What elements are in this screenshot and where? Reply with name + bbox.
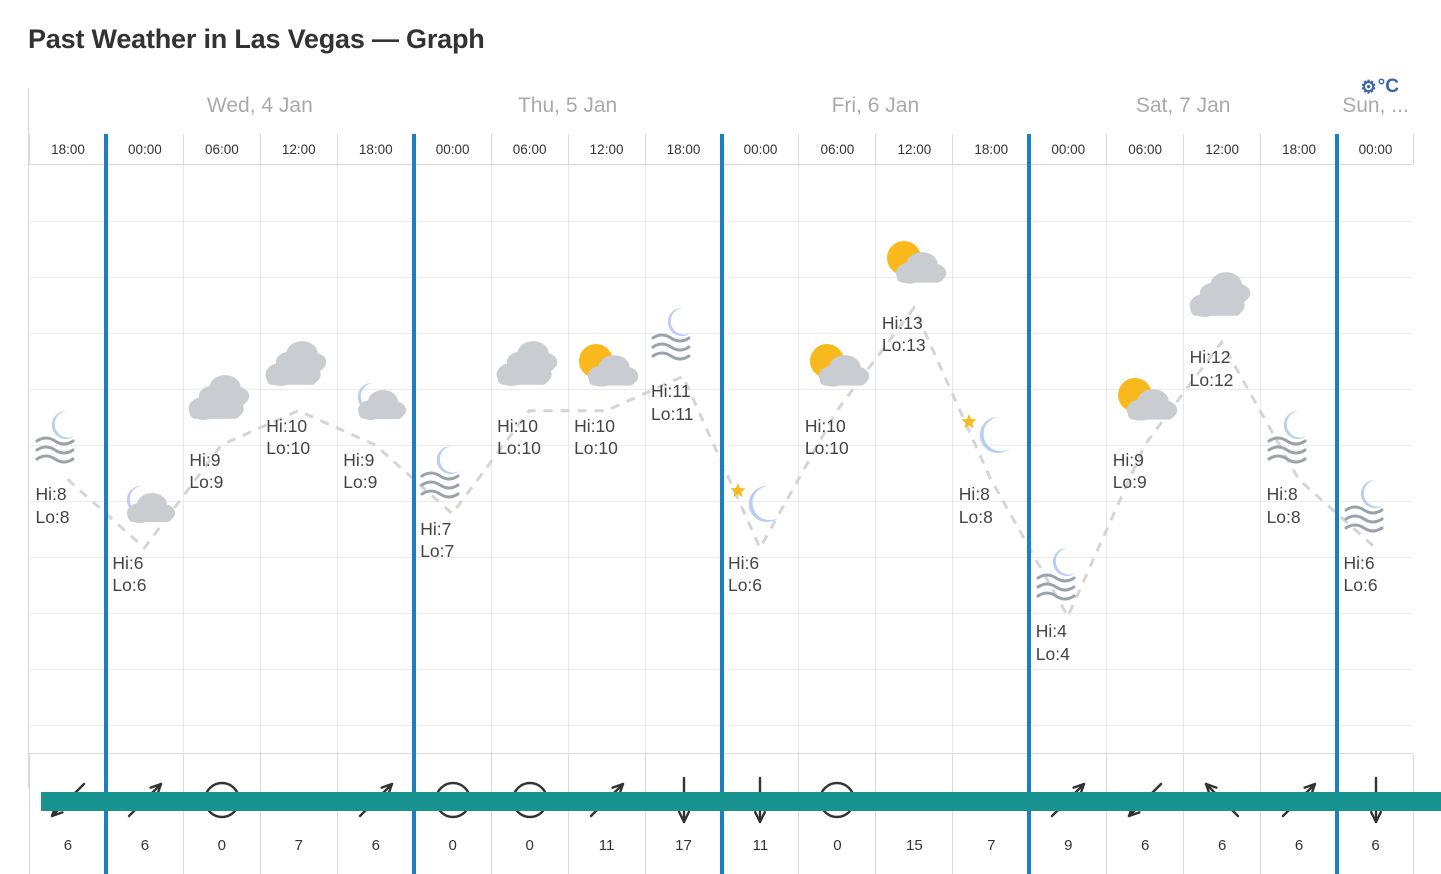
wind-speed: 6 <box>1371 837 1380 854</box>
wind-speed: 0 <box>525 837 534 854</box>
temperature-label <box>1113 449 1147 494</box>
wind-cell <box>1183 754 1260 874</box>
temperature-label <box>1344 552 1378 597</box>
weather-icon-night-cloud <box>337 371 413 438</box>
temperature-line <box>29 165 1413 754</box>
wind-speed: 6 <box>1217 837 1227 854</box>
wind-speed: 0 <box>217 837 227 854</box>
temp-low: Lo:10 <box>804 438 849 459</box>
temperature-label <box>35 483 69 528</box>
wind-cell <box>798 754 875 874</box>
temp-high: Hi:9 <box>1112 450 1144 470</box>
weather-icon-partly-sunny <box>876 234 952 301</box>
weather-icon-night-cloud-fog <box>1261 405 1337 472</box>
temp-low: Lo:9 <box>1112 472 1147 493</box>
hour-cell: 18:00 <box>645 134 722 164</box>
wind-cell <box>183 754 260 874</box>
weather-graph <box>28 88 1413 854</box>
wind-row <box>29 754 1413 874</box>
wind-speed: 11 <box>752 837 769 854</box>
hour-cell: 06:00 <box>798 134 875 164</box>
temp-low: Lo:10 <box>497 438 541 459</box>
temp-low: Lo:10 <box>574 438 618 459</box>
wind-speed: 6 <box>371 837 380 854</box>
weather-icon-partly-sunny <box>568 337 644 404</box>
temperature-label <box>1190 346 1234 391</box>
weather-icon-night-cloud-fog <box>1030 542 1106 609</box>
temperature-label <box>1036 620 1070 665</box>
temp-high: Hi:10 <box>574 415 615 436</box>
hour-cell: 00:00 <box>414 134 491 164</box>
day-label: Sun, ... <box>1342 94 1409 117</box>
temp-low: Lo:8 <box>35 506 70 527</box>
weather-icon-night-cloud <box>106 474 182 541</box>
day-label: Fri, 6 Jan <box>831 94 920 117</box>
temperature-label <box>574 415 618 460</box>
hour-cell: 18:00 <box>952 134 1029 164</box>
temp-low: Lo:8 <box>1266 506 1301 527</box>
weather-icon-clear-night <box>722 474 798 541</box>
hour-cell: 12:00 <box>875 134 952 164</box>
wind-cell <box>952 754 1029 874</box>
wind-cell <box>875 754 952 874</box>
temperature-label <box>728 552 762 597</box>
temp-high: Hi:12 <box>1189 347 1231 368</box>
temp-low: Lo:10 <box>266 438 311 459</box>
hour-cell: 00:00 <box>1337 134 1414 164</box>
weather-icon-night-cloud-fog <box>29 405 105 472</box>
temp-low: Lo:6 <box>112 575 147 596</box>
hour-cell: 00:00 <box>106 134 183 164</box>
weather-icon-night-cloud-fog <box>1338 474 1413 541</box>
wind-cell <box>491 754 568 874</box>
temp-high: Hi:11 <box>651 381 691 402</box>
temp-high: Hi:8 <box>35 484 67 505</box>
temp-high: Hi:4 <box>1035 621 1067 642</box>
wind-speed: 0 <box>448 837 457 854</box>
hour-cell: 00:00 <box>1029 134 1106 164</box>
hour-cell: 12:00 <box>260 134 337 164</box>
temp-high: Hi:10 <box>804 415 846 436</box>
unit-label: °C <box>1377 76 1399 97</box>
temp-low: Lo:9 <box>189 472 224 493</box>
weather-icon-night-cloud-fog <box>414 440 490 507</box>
hour-header-row <box>29 134 1413 164</box>
temperature-label <box>1267 483 1301 528</box>
hour-cell: 12:00 <box>1183 134 1260 164</box>
hour-cell: 18:00 <box>1260 134 1337 164</box>
temperature-label <box>189 449 223 494</box>
page-title: Past Weather in Las Vegas — Graph <box>28 24 485 54</box>
wind-cell <box>414 754 491 874</box>
temp-low: Lo:9 <box>343 472 378 493</box>
wind-speed: 17 <box>675 837 692 854</box>
wind-speed: 6 <box>140 837 150 854</box>
weather-icon-cloudy <box>183 371 259 438</box>
hour-cell: 06:00 <box>1106 134 1183 164</box>
weather-icon-partly-sunny <box>799 337 875 404</box>
wind-cell <box>568 754 645 874</box>
temp-high: Hi:6 <box>727 552 760 573</box>
temperature-label <box>959 483 993 528</box>
wind-speed: 9 <box>1064 837 1073 854</box>
weather-icon-cloudy <box>491 337 567 404</box>
temp-high: Hi:9 <box>343 450 375 470</box>
temp-high: Hi:9 <box>189 450 221 470</box>
day-label: Sat, 7 Jan <box>1135 94 1231 117</box>
hour-cell: 18:00 <box>337 134 414 164</box>
hour-cell: 12:00 <box>568 134 645 164</box>
temp-high: Hi:8 <box>1266 484 1298 505</box>
day-label: Thu, 5 Jan <box>517 94 618 117</box>
temp-high: Hi:6 <box>1343 552 1375 573</box>
temperature-label <box>266 415 310 460</box>
wind-speed: 7 <box>294 837 303 854</box>
temp-low: Lo:13 <box>881 335 926 356</box>
temp-low: Lo:6 <box>1343 575 1378 596</box>
temp-low: Lo:8 <box>958 506 993 527</box>
wind-speed: 15 <box>906 837 923 854</box>
wind-cell <box>645 754 722 874</box>
wind-cell <box>29 754 106 874</box>
wind-cell <box>1029 754 1106 874</box>
hour-cell: 06:00 <box>491 134 568 164</box>
wind-cell <box>260 754 337 874</box>
temp-high: Hi:13 <box>881 312 923 333</box>
weather-icon-night-cloud-fog <box>645 302 721 369</box>
wind-speed: 0 <box>833 837 842 854</box>
gear-icon[interactable]: ⚙ <box>1360 77 1377 97</box>
temp-high: Hi:8 <box>958 484 990 505</box>
temperature-label <box>651 380 694 425</box>
weather-icon-cloudy <box>1184 268 1260 335</box>
wind-cell <box>337 754 414 874</box>
temp-high: Hi:10 <box>266 415 308 436</box>
day-header-row <box>29 88 1413 134</box>
wind-cell <box>1106 754 1183 874</box>
plot-area <box>29 164 1413 754</box>
temperature-label <box>805 415 849 460</box>
temperature-label <box>343 449 377 494</box>
weather-icon-cloudy <box>260 337 336 404</box>
temp-high: Hi:7 <box>420 518 452 539</box>
temp-low: Lo:7 <box>420 540 455 561</box>
wind-speed: 6 <box>1141 837 1150 854</box>
wind-speed: 6 <box>1294 837 1304 854</box>
wind-speed: 7 <box>987 837 996 854</box>
wind-speed: 6 <box>63 837 73 854</box>
hour-cell: 06:00 <box>183 134 260 164</box>
wind-speed: 11 <box>598 837 615 854</box>
weather-icon-partly-sunny <box>1107 371 1183 438</box>
hour-cell: 00:00 <box>722 134 799 164</box>
temperature-label <box>112 552 146 597</box>
temp-high: Hi:6 <box>112 552 144 573</box>
temperature-label <box>882 312 926 357</box>
day-label: Wed, 4 Jan <box>206 94 313 117</box>
temp-low: Lo:4 <box>1035 643 1070 664</box>
wind-cell <box>106 754 183 874</box>
temp-low: Lo:6 <box>727 575 763 596</box>
temperature-label <box>420 518 454 563</box>
wind-cell <box>722 754 799 874</box>
temp-low: Lo:12 <box>1189 369 1234 390</box>
wind-cell <box>1260 754 1337 874</box>
hour-cell: 18:00 <box>29 134 106 164</box>
temperature-label <box>497 415 541 460</box>
temp-low: Lo:11 <box>651 403 694 424</box>
weather-icon-clear-night <box>953 405 1029 472</box>
wind-cell <box>1337 754 1414 874</box>
temp-high: Hi:10 <box>497 415 538 436</box>
footer-bar <box>41 792 1441 811</box>
